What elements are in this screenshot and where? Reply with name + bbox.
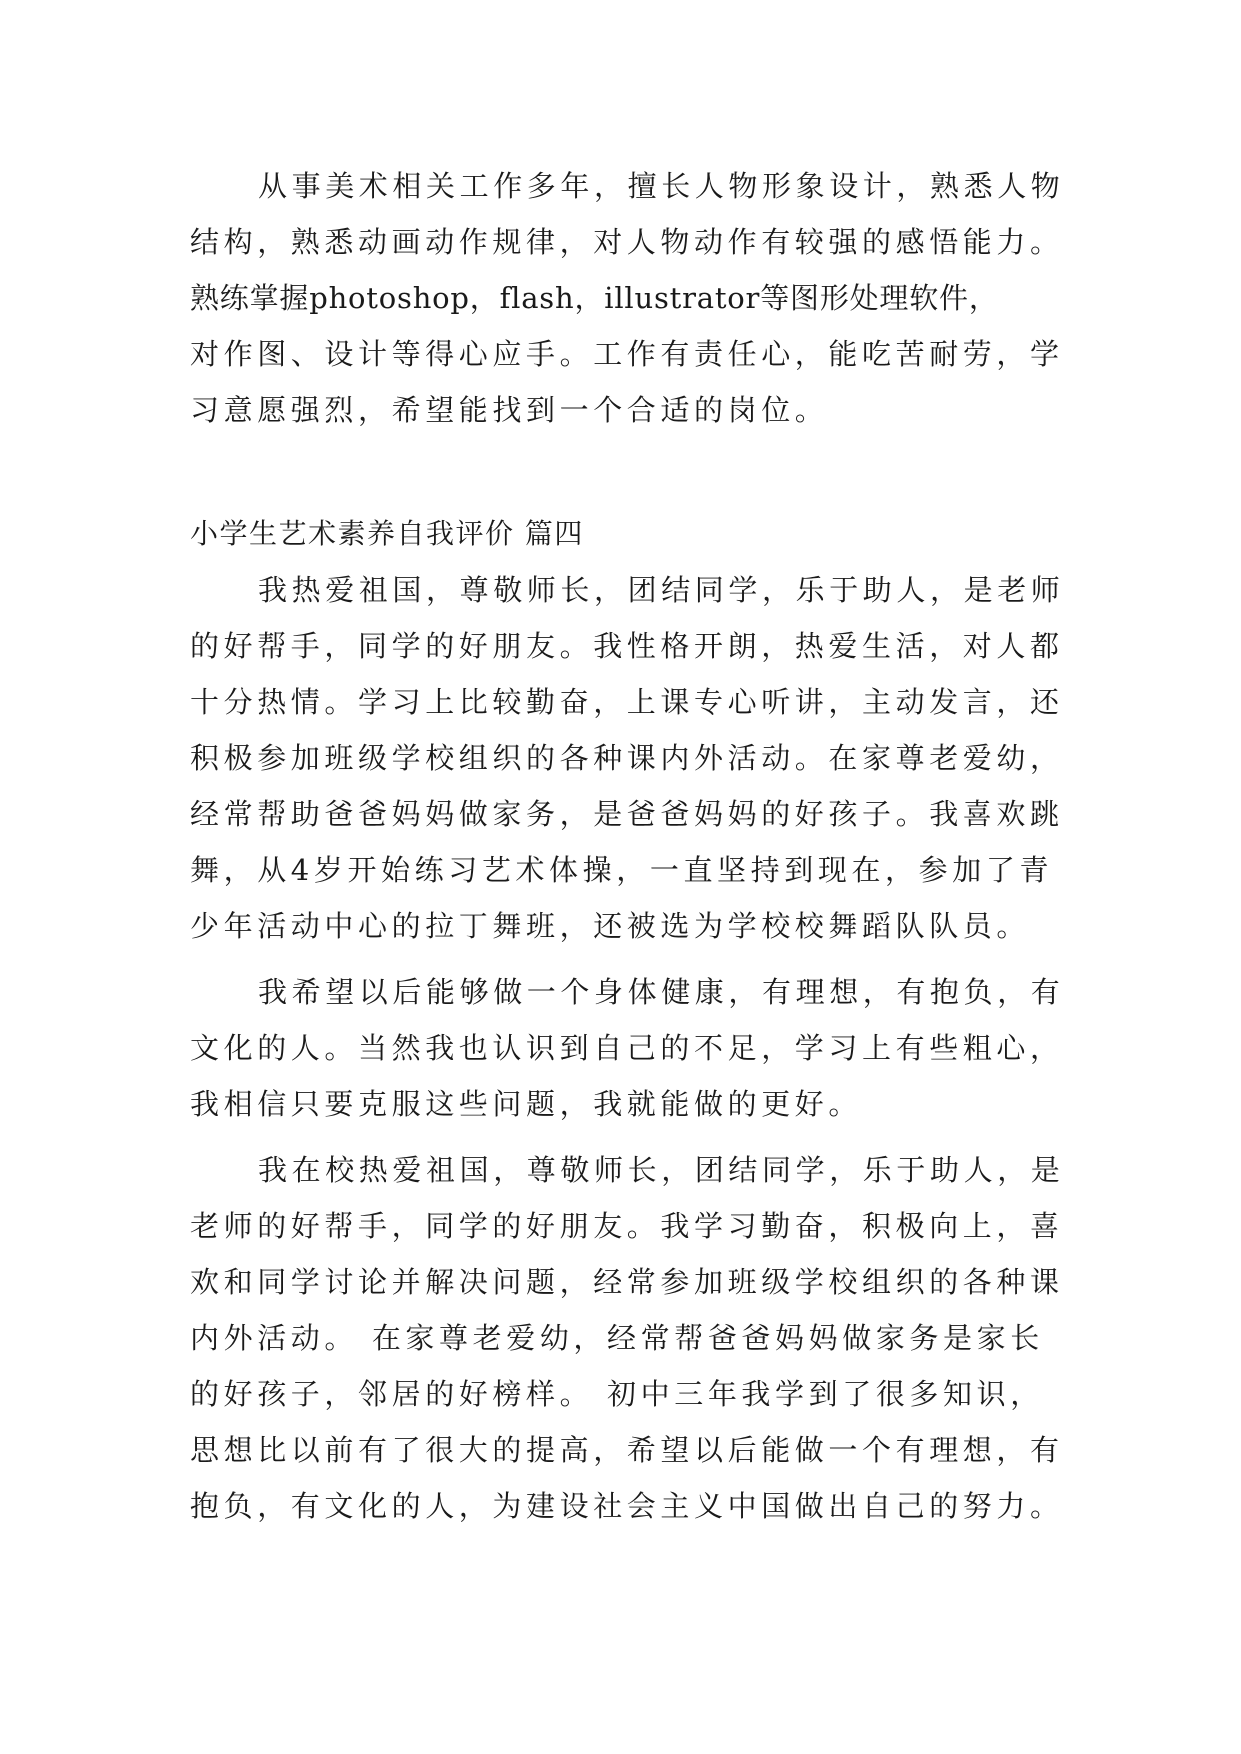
paragraph-line: 舞，从4岁开始练习艺术体操，一直坚持到现在，参加了青 xyxy=(190,853,1054,887)
paragraph-line: 思想比以前有了很大的提高，希望以后能做一个有理想，有 xyxy=(190,1433,1064,1467)
paragraph-line: 我希望以后能够做一个身体健康，有理想，有抱负，有 xyxy=(258,975,1065,1009)
paragraph-line: 对作图、设计等得心应手。工作有责任心，能吃苦耐劳，学 xyxy=(190,337,1064,371)
paragraph-line: 积极参加班级学校组织的各种课内外活动。在家尊老爱幼， xyxy=(190,741,1064,775)
paragraph-line: 老师的好帮手，同学的好朋友。我学习勤奋，积极向上，喜 xyxy=(190,1209,1064,1243)
paragraph-line: 少年活动中心的拉丁舞班，还被选为学校校舞蹈队队员。 xyxy=(190,909,1031,943)
paragraph-line: 习意愿强烈，希望能找到一个合适的岗位。 xyxy=(190,393,829,427)
paragraph-line: 十分热情。学习上比较勤奋，上课专心听讲，主动发言，还 xyxy=(190,685,1064,719)
paragraph-line: 内外活动。 在家尊老爱幼，经常帮爸爸妈妈做家务是家长 xyxy=(190,1321,1044,1355)
paragraph-line: 从事美术相关工作多年，擅长人物形象设计，熟悉人物 xyxy=(258,169,1065,203)
paragraph-line: 熟练掌握photoshop，flash，illustrator等图形处理软件， xyxy=(190,281,999,315)
paragraph-line: 的好帮手，同学的好朋友。我性格开朗，热爱生活，对人都 xyxy=(190,629,1064,663)
paragraph-line: 抱负，有文化的人，为建设社会主义中国做出自己的努力。 xyxy=(190,1489,1064,1523)
paragraph-line: 我相信只要克服这些问题，我就能做的更好。 xyxy=(190,1087,863,1121)
paragraph-line: 我热爱祖国，尊敬师长，团结同学，乐于助人，是老师 xyxy=(258,573,1065,607)
paragraph-line: 文化的人。当然我也认识到自己的不足，学习上有些粗心， xyxy=(190,1031,1064,1065)
paragraph-line: 的好孩子，邻居的好榜样。 初中三年我学到了很多知识， xyxy=(190,1377,1044,1411)
section-heading: 小学生艺术素养自我评价 篇四 xyxy=(190,517,584,550)
paragraph-line: 结构，熟悉动画动作规律，对人物动作有较强的感悟能力。 xyxy=(190,225,1064,259)
paragraph-line: 欢和同学讨论并解决问题，经常参加班级学校组织的各种课 xyxy=(190,1265,1064,1299)
paragraph-line: 我在校热爱祖国，尊敬师长，团结同学，乐于助人，是 xyxy=(258,1153,1065,1187)
paragraph-line: 经常帮助爸爸妈妈做家务，是爸爸妈妈的好孩子。我喜欢跳 xyxy=(190,797,1064,831)
